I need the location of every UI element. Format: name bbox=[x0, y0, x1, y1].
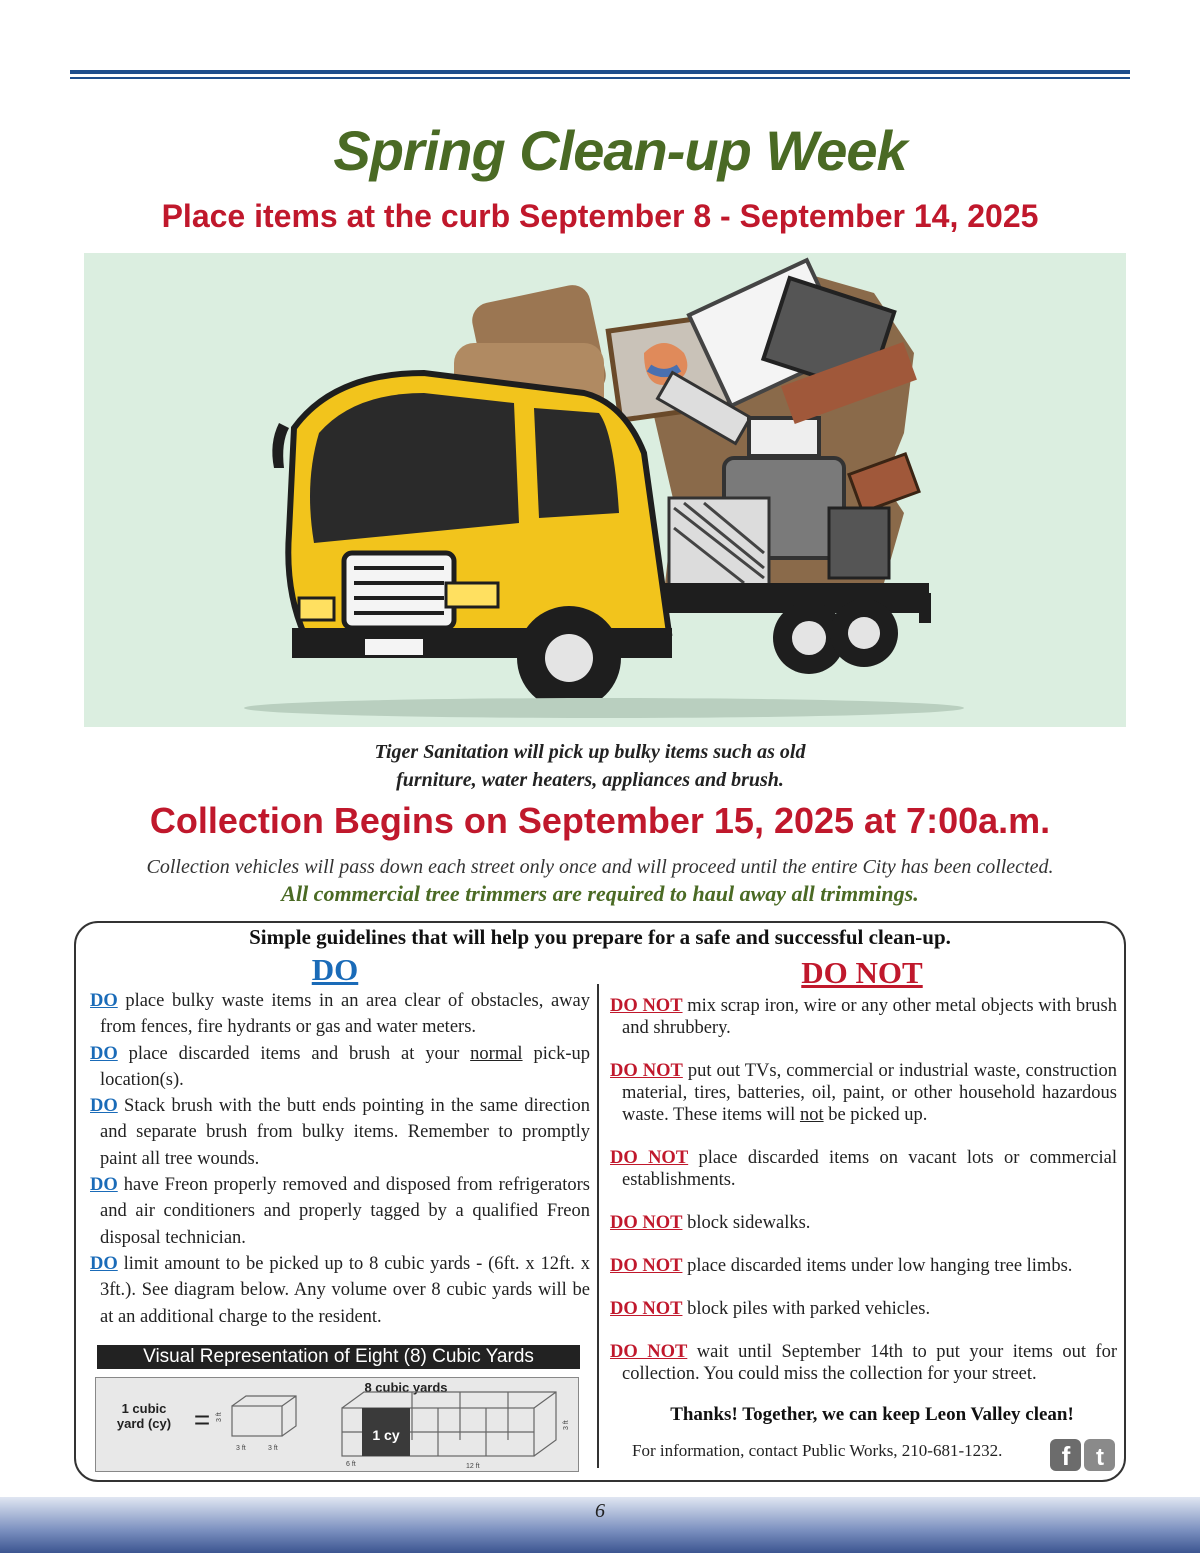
cube-depth-label: 3 ft bbox=[236, 1445, 246, 1452]
facebook-glyph: f bbox=[1061, 1441, 1071, 1471]
unit-label-2: yard (cy) bbox=[116, 1416, 172, 1431]
dont-keyword: DO NOT bbox=[610, 1342, 688, 1362]
collection-note: Collection vehicles will pass down each street only once and will proceed until the entire City has been collected. bbox=[146, 856, 1054, 878]
dont-item-text: be picked up. bbox=[823, 1105, 928, 1125]
contact-info: For information, contact Public Works, 210-681-1232. bbox=[632, 1441, 1003, 1460]
dont-item-text: place discarded items under low hanging tree limbs. bbox=[682, 1256, 1073, 1276]
dont-item-7 bbox=[610, 1341, 1117, 1385]
dont-keyword: DO NOT bbox=[610, 1148, 689, 1168]
do-item-2 bbox=[90, 1041, 590, 1094]
truck-icon bbox=[84, 253, 1126, 727]
one-cy-label: 1 cy bbox=[372, 1427, 400, 1443]
equals-sign: = bbox=[193, 1404, 211, 1435]
do-item-text: place discarded items and brush at your bbox=[117, 1043, 471, 1064]
dont-heading-text: DO NOT bbox=[801, 955, 923, 990]
top-rule bbox=[70, 70, 1130, 74]
social-links bbox=[1050, 1438, 1116, 1472]
top-rule-thin bbox=[70, 77, 1130, 79]
do-list bbox=[90, 988, 590, 1330]
caption-line-1: Tiger Sanitation will pick up bulky items such as old bbox=[374, 741, 806, 763]
dont-item-6 bbox=[610, 1298, 1117, 1320]
pickup-caption bbox=[0, 738, 1180, 794]
dont-keyword: DO NOT bbox=[610, 1213, 683, 1233]
dont-keyword: DO NOT bbox=[610, 1256, 683, 1276]
do-item-3 bbox=[90, 1093, 590, 1172]
do-item-text: place bulky waste items in an area clear of obstacles, away from fences, fire hydrants or gas and water meters. bbox=[100, 991, 590, 1038]
dont-item-5 bbox=[610, 1255, 1117, 1277]
trimmers-note: All commercial tree trimmers are required to haul away all trimmings. bbox=[281, 881, 919, 906]
grid-depth-label: 6 ft bbox=[346, 1461, 356, 1468]
do-item-text: have Freon properly removed and disposed from refrigerators and air conditioners and properly tagged by a qualified Freon disposal technician. bbox=[100, 1175, 590, 1248]
grid-height-label: 3 ft bbox=[563, 1420, 570, 1430]
do-item-4 bbox=[90, 1172, 590, 1251]
total-volume-label: 8 cubic yards bbox=[364, 1380, 448, 1395]
dont-item-3 bbox=[610, 1147, 1117, 1191]
page-number: 6 bbox=[595, 1500, 605, 1522]
unit-label-1: 1 cubic bbox=[121, 1401, 167, 1416]
dont-item-4 bbox=[610, 1212, 1117, 1234]
dont-item-1 bbox=[610, 995, 1117, 1039]
page-title: Spring Clean-up Week bbox=[333, 119, 907, 182]
dont-keyword: DO NOT bbox=[610, 996, 683, 1016]
thanks-message: Thanks! Together, we can keep Leon Valley clean! bbox=[670, 1404, 1074, 1425]
do-keyword: DO bbox=[90, 1043, 118, 1064]
dont-item-text: put out TVs, commercial or industrial waste, construction material, tires, batteries, oil, paint, or other household hazardous waste. These items will bbox=[622, 1061, 1117, 1125]
cube-icon bbox=[232, 1396, 296, 1436]
do-heading bbox=[92, 952, 578, 988]
do-item-text: Stack brush with the butt ends pointing in the same direction and separate brush from bulky items. Remember to promptly paint all tree wounds. bbox=[100, 1096, 590, 1169]
facebook-icon[interactable] bbox=[1050, 1439, 1081, 1471]
do-item-5 bbox=[90, 1251, 590, 1330]
cube-width-label: 3 ft bbox=[268, 1445, 278, 1452]
do-item-text: pick-up location(s). bbox=[100, 1043, 590, 1090]
do-item-text: limit amount to be picked up to 8 cubic yards - (6ft. x 12ft. x 3ft.). See diagram below. Any volume over 8 cubic yards will be at an additional charge to the resident. bbox=[100, 1253, 590, 1327]
dont-item-text: place discarded items on vacant lots or commercial establishments. bbox=[622, 1148, 1117, 1190]
dont-keyword: DO NOT bbox=[610, 1299, 683, 1319]
collection-headline: Collection Begins on September 15, 2025 at 7:00a.m. bbox=[149, 800, 1051, 841]
dont-heading bbox=[612, 955, 1112, 991]
dont-item-text: wait until September 14th to put your items out for collection. You could miss the collection for your street. bbox=[622, 1342, 1117, 1384]
twitter-icon[interactable] bbox=[1084, 1439, 1115, 1471]
dont-item-text: block piles with parked vehicles. bbox=[682, 1299, 931, 1319]
column-divider bbox=[597, 984, 599, 1468]
do-keyword: DO bbox=[90, 991, 118, 1011]
dont-item-2 bbox=[610, 1060, 1117, 1126]
do-keyword: DO bbox=[90, 1175, 118, 1196]
dont-item-text: block sidewalks. bbox=[682, 1213, 811, 1233]
dont-keyword: DO NOT bbox=[610, 1061, 683, 1081]
dont-item-text: mix scrap iron, wire or any other metal objects with brush and shrubbery. bbox=[622, 996, 1117, 1038]
cubic-yard-diagram bbox=[95, 1377, 579, 1472]
dont-item-emphasis: not bbox=[799, 1105, 824, 1125]
do-keyword: DO bbox=[90, 1253, 118, 1274]
dont-list bbox=[610, 995, 1117, 1385]
twitter-glyph: t bbox=[1096, 1444, 1104, 1471]
do-keyword: DO bbox=[90, 1096, 118, 1117]
do-item-1 bbox=[90, 988, 590, 1041]
caption-line-2: furniture, water heaters, appliances and brush. bbox=[396, 769, 784, 791]
truck-illustration bbox=[84, 253, 1126, 727]
grid-length-label: 12 ft bbox=[466, 1463, 480, 1470]
guidelines-heading: Simple guidelines that will help you prepare for a safe and successful clean-up. bbox=[249, 925, 951, 949]
diagram-title-bar: Visual Representation of Eight (8) Cubic Yards bbox=[97, 1345, 580, 1369]
date-subtitle: Place items at the curb September 8 - September 14, 2025 bbox=[161, 198, 1039, 234]
do-item-emphasis: normal bbox=[470, 1043, 523, 1064]
cube-height-label: 3 ft bbox=[216, 1412, 223, 1422]
do-heading-text: DO bbox=[311, 952, 359, 987]
